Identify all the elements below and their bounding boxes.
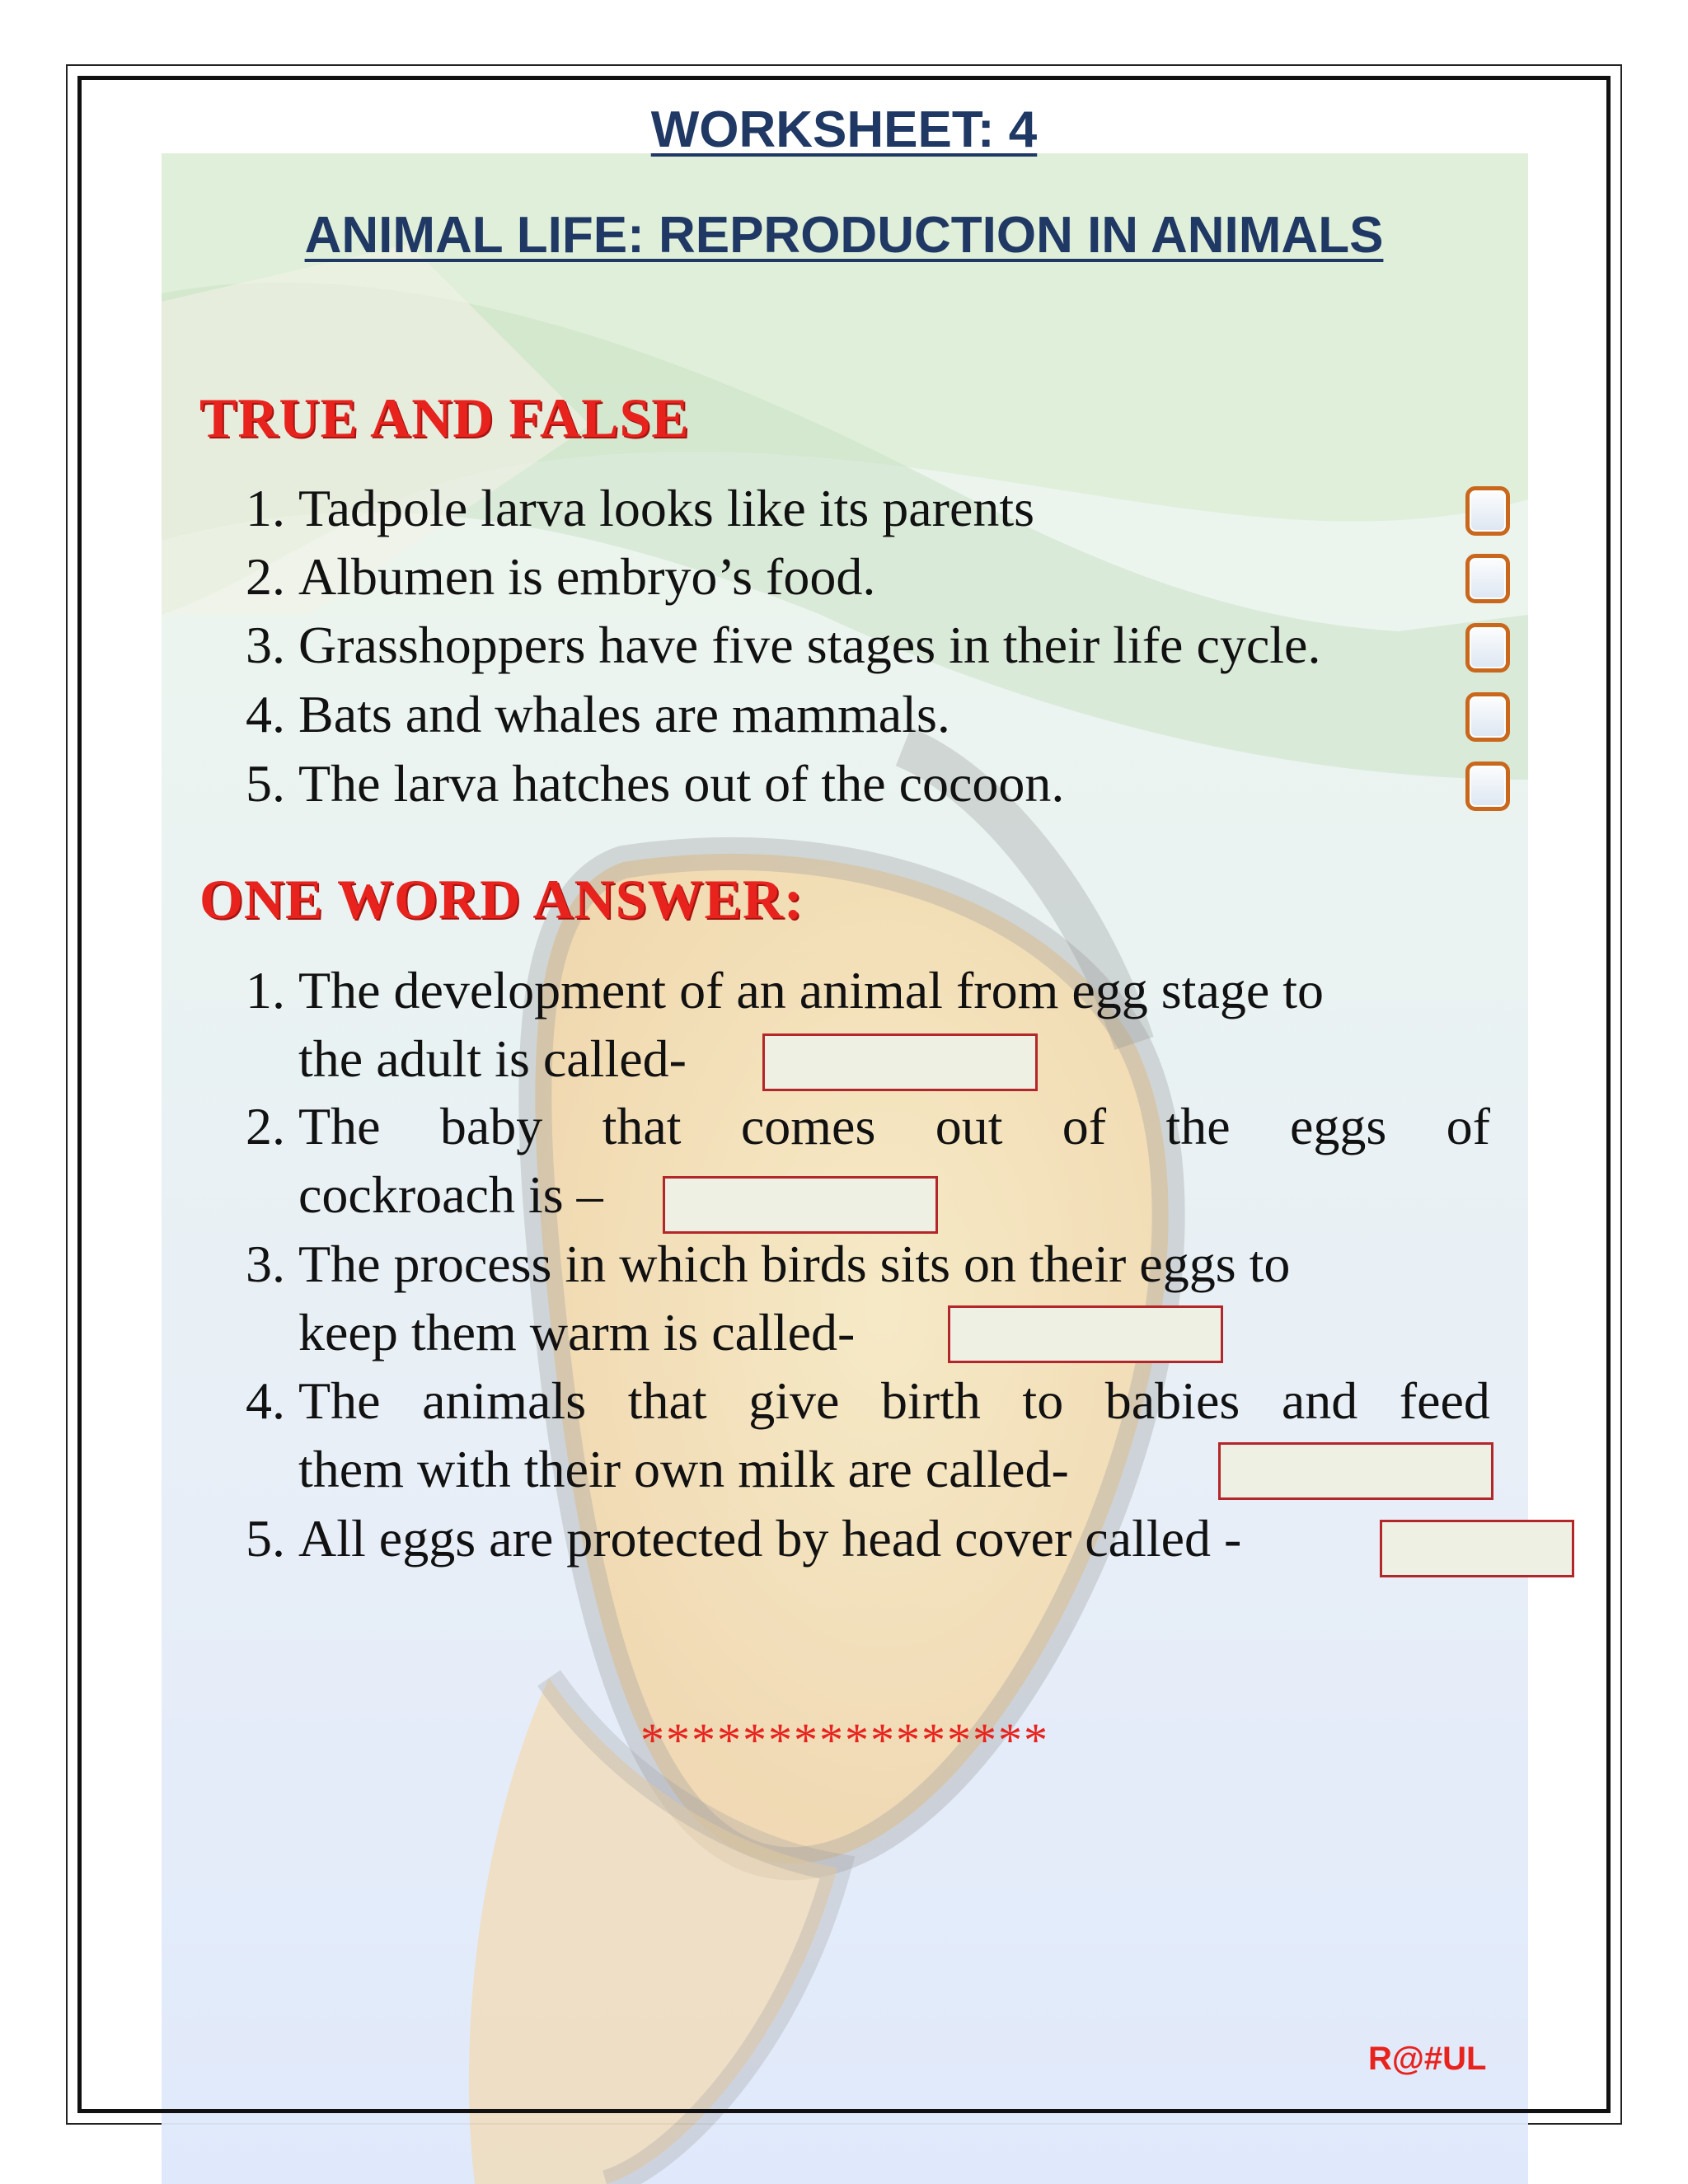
one-word-item-1: 1. The development of an animal from egg stage to — [246, 961, 1325, 1019]
answer-field-1[interactable] — [762, 1033, 1038, 1091]
one-word-item-2-cont: cockroach is – — [298, 1165, 603, 1224]
one-word-item-3: 3. The process in which birds sits on their eggs to — [246, 1235, 1291, 1293]
true-false-heading: TRUE AND FALSE — [199, 387, 690, 449]
answer-field-5[interactable] — [1380, 1520, 1574, 1577]
true-false-item-5: 5. The larva hatches out of the cocoon. — [246, 754, 1065, 813]
one-word-item-4: 4. The animals that give birth to babies and feed — [246, 1371, 1490, 1430]
answer-field-2[interactable] — [663, 1176, 938, 1234]
chapter-title: ANIMAL LIFE: REPRODUCTION IN ANIMALS — [304, 207, 1384, 264]
one-word-item-1-cont: the adult is called- — [298, 1029, 687, 1088]
author-signature: R@#UL — [1368, 2041, 1487, 2077]
answer-field-4[interactable] — [1218, 1442, 1493, 1500]
one-word-item-4-cont: them with their own milk are called- — [298, 1440, 1069, 1498]
answer-field-3[interactable] — [948, 1305, 1223, 1363]
true-false-item-4: 4. Bats and whales are mammals. — [246, 685, 950, 743]
true-false-item-1: 1. Tadpole larva looks like its parents — [246, 479, 1035, 537]
true-false-item-2: 2. Albumen is embryo’s food. — [246, 547, 876, 606]
true-false-item-3: 3. Grasshoppers have five stages in their life cycle. — [246, 616, 1321, 674]
answer-checkbox-2[interactable] — [1465, 554, 1510, 603]
one-word-item-2: 2. The baby that comes out of the eggs of — [246, 1097, 1490, 1155]
worksheet-title: WORKSHEET: 4 — [650, 101, 1038, 158]
answer-checkbox-3[interactable] — [1465, 623, 1510, 673]
one-word-item-5: 5. All eggs are protected by head cover called - — [246, 1509, 1242, 1568]
answer-checkbox-1[interactable] — [1465, 486, 1510, 536]
one-word-item-3-cont: keep them warm is called- — [298, 1303, 856, 1361]
one-word-heading: ONE WORD ANSWER: — [199, 868, 804, 930]
answer-checkbox-4[interactable] — [1465, 692, 1510, 742]
answer-checkbox-5[interactable] — [1465, 762, 1510, 811]
section-divider: **************** — [640, 1713, 1049, 1767]
